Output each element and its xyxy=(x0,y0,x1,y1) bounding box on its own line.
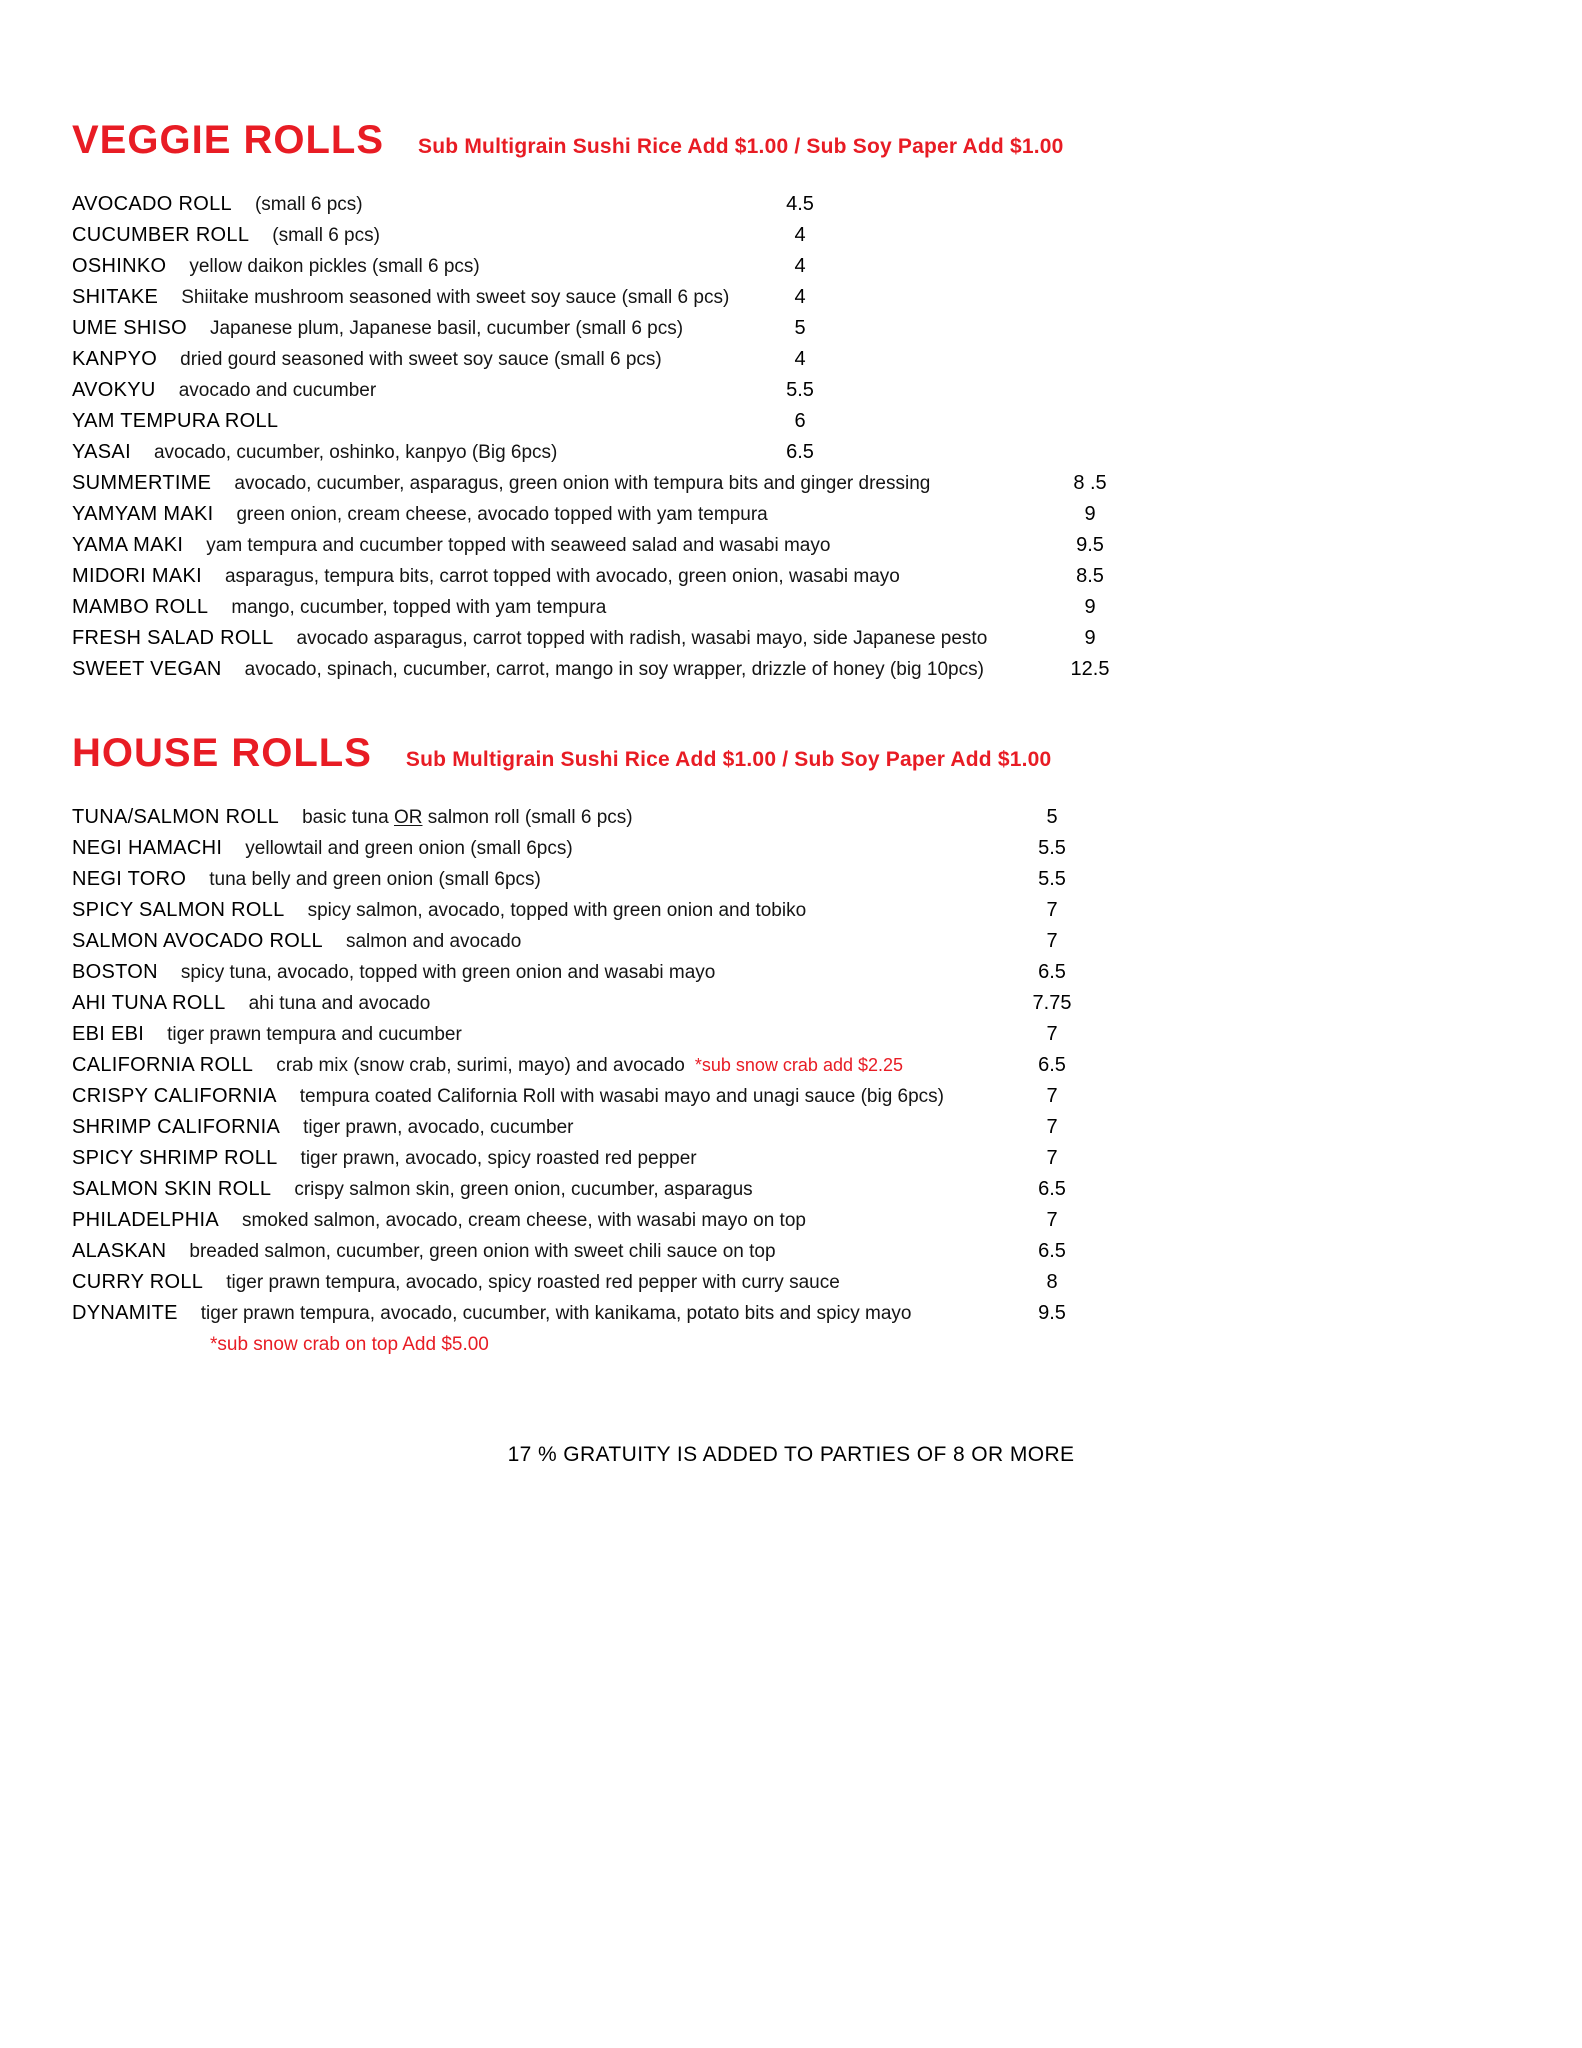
item-price: 4 xyxy=(794,255,806,277)
menu-item-row xyxy=(72,1050,1510,1081)
item-description: Japanese plum, Japanese basil, cucumber (small 6 pcs) xyxy=(209,318,684,339)
item-name: FRESH SALAD ROLL xyxy=(72,627,274,649)
item-name: AVOKYU xyxy=(72,379,156,401)
menu-item-row xyxy=(72,530,1510,561)
section-title: HOUSE ROLLS xyxy=(72,731,372,775)
item-description: ahi tuna and avocado xyxy=(248,993,431,1014)
item-name: NEGI TORO xyxy=(72,868,187,890)
item-description: yellowtail and green onion (small 6pcs) xyxy=(245,838,573,859)
item-price: 7.75 xyxy=(1032,992,1072,1014)
section-subtitle: Sub Multigrain Sushi Rice Add $1.00 / Sub Soy Paper Add $1.00 xyxy=(418,135,1064,158)
item-description: avocado, cucumber, asparagus, green onion with tempura bits and ginger dressing xyxy=(234,473,931,494)
menu-item-row xyxy=(72,1019,1510,1050)
item-price: 4 xyxy=(794,286,806,308)
item-description: yellow daikon pickles (small 6 pcs) xyxy=(189,256,480,277)
item-description: basic tuna OR salmon roll (small 6 pcs) xyxy=(302,807,633,828)
item-name: YAMA MAKI xyxy=(72,534,184,556)
section-title: VEGGIE ROLLS xyxy=(72,118,385,162)
menu-item-row xyxy=(72,654,1510,685)
gratuity-note: 17 % GRATUITY IS ADDED TO PARTIES OF 8 OR MORE xyxy=(507,1443,1075,1466)
item-name: ALASKAN xyxy=(72,1240,167,1262)
menu-item-row xyxy=(72,864,1510,895)
menu-item-row xyxy=(72,499,1510,530)
item-name: BOSTON xyxy=(72,961,158,983)
item-price: 8.5 xyxy=(1076,565,1104,587)
item-name: MAMBO ROLL xyxy=(72,596,209,618)
section-house-rolls xyxy=(72,731,1510,1360)
item-description: spicy salmon, avocado, topped with green onion and tobiko xyxy=(307,900,807,921)
item-price: 6 xyxy=(794,410,806,432)
menu-item-row xyxy=(72,375,1510,406)
item-price: 7 xyxy=(1046,930,1058,952)
item-name: AVOCADO ROLL xyxy=(72,193,232,215)
item-price: 4 xyxy=(794,224,806,246)
item-price: 5.5 xyxy=(786,379,814,401)
item-description: smoked salmon, avocado, cream cheese, with wasabi mayo on top xyxy=(242,1210,806,1231)
item-price: 5.5 xyxy=(1038,837,1066,859)
item-description: (small 6 pcs) xyxy=(254,194,363,215)
item-description: spicy tuna, avocado, topped with green onion and wasabi mayo xyxy=(180,962,716,983)
menu-item-row xyxy=(72,406,1510,437)
item-description: Shiitake mushroom seasoned with sweet soy sauce (small 6 pcs) xyxy=(181,287,730,308)
menu-item-row xyxy=(72,1081,1510,1112)
item-description: breaded salmon, cucumber, green onion with sweet chili sauce on top xyxy=(189,1241,776,1262)
item-description: avocado asparagus, carrot topped with radish, wasabi mayo, side Japanese pesto xyxy=(296,628,988,649)
item-price: 12.5 xyxy=(1070,658,1110,680)
item-description: dried gourd seasoned with sweet soy sauce (small 6 pcs) xyxy=(180,349,662,370)
menu-item-row xyxy=(72,561,1510,592)
item-price: 8 .5 xyxy=(1073,472,1107,494)
item-note: *sub snow crab add $2.25 xyxy=(694,1055,904,1075)
menu-items-list xyxy=(72,802,1510,1360)
item-price: 6.5 xyxy=(1038,1240,1066,1262)
section-header xyxy=(72,118,1510,163)
item-name: UME SHISO xyxy=(72,317,187,339)
menu-item-row xyxy=(72,895,1510,926)
section-veggie-rolls xyxy=(72,118,1510,685)
item-price: 9 xyxy=(1084,596,1096,618)
item-name: YAM TEMPURA ROLL xyxy=(72,410,279,432)
item-name: CURRY ROLL xyxy=(72,1271,204,1293)
item-name: CRISPY CALIFORNIA xyxy=(72,1085,277,1107)
item-description: yam tempura and cucumber topped with seaweed salad and wasabi mayo xyxy=(206,535,831,556)
item-price: 7 xyxy=(1046,1209,1058,1231)
menu-item-row xyxy=(72,344,1510,375)
item-description: tiger prawn, avocado, spicy roasted red pepper xyxy=(300,1148,697,1169)
item-name: CALIFORNIA ROLL xyxy=(72,1054,254,1076)
item-price: 5 xyxy=(1046,806,1058,828)
item-description: tempura coated California Roll with wasabi mayo and unagi sauce (big 6pcs) xyxy=(299,1086,945,1107)
menu-item-row xyxy=(72,957,1510,988)
item-name: TUNA/SALMON ROLL xyxy=(72,806,280,828)
menu-items-list xyxy=(72,189,1510,685)
menu-item-row xyxy=(72,1174,1510,1205)
item-name: CUCUMBER ROLL xyxy=(72,224,250,246)
item-name: KANPYO xyxy=(72,348,158,370)
item-price: 6.5 xyxy=(1038,961,1066,983)
item-price: 9.5 xyxy=(1038,1302,1066,1324)
item-price: 4 xyxy=(794,348,806,370)
item-name: SALMON AVOCADO ROLL xyxy=(72,930,323,952)
item-description: avocado, spinach, cucumber, carrot, mango in soy wrapper, drizzle of honey (big 10pcs) xyxy=(244,659,984,680)
item-name: SPICY SALMON ROLL xyxy=(72,899,285,921)
item-note: *sub snow crab on top Add $5.00 xyxy=(210,1334,489,1355)
menu-item-row xyxy=(72,623,1510,654)
item-price: 7 xyxy=(1046,899,1058,921)
item-price: 7 xyxy=(1046,1085,1058,1107)
item-name: MIDORI MAKI xyxy=(72,565,202,587)
menu-item-row xyxy=(72,313,1510,344)
menu-item-row xyxy=(72,282,1510,313)
item-description: tiger prawn tempura, avocado, cucumber, with kanikama, potato bits and spicy mayo xyxy=(200,1303,912,1324)
item-price: 4.5 xyxy=(786,193,814,215)
menu-item-row xyxy=(72,1143,1510,1174)
item-price: 6.5 xyxy=(1038,1054,1066,1076)
item-description: crispy salmon skin, green onion, cucumber, asparagus xyxy=(294,1179,753,1200)
item-price: 6.5 xyxy=(1038,1178,1066,1200)
item-name: SHITAKE xyxy=(72,286,159,308)
menu-item-row xyxy=(72,251,1510,282)
item-name: PHILADELPHIA xyxy=(72,1209,219,1231)
item-price: 5.5 xyxy=(1038,868,1066,890)
item-description: mango, cucumber, topped with yam tempura xyxy=(231,597,607,618)
menu-item-row xyxy=(72,592,1510,623)
item-description: avocado, cucumber, oshinko, kanpyo (Big 6pcs) xyxy=(153,442,558,463)
item-description: tiger prawn tempura, avocado, spicy roasted red pepper with curry sauce xyxy=(226,1272,840,1293)
item-price: 7 xyxy=(1046,1116,1058,1138)
menu-item-row xyxy=(72,437,1510,468)
item-description: asparagus, tempura bits, carrot topped with avocado, green onion, wasabi mayo xyxy=(224,566,900,587)
item-price: 6.5 xyxy=(786,441,814,463)
item-name: SUMMERTIME xyxy=(72,472,212,494)
menu-item-row xyxy=(72,1205,1510,1236)
item-name: OSHINKO xyxy=(72,255,167,277)
item-price: 7 xyxy=(1046,1023,1058,1045)
menu-item-row xyxy=(72,833,1510,864)
item-description: salmon and avocado xyxy=(345,931,522,952)
item-price: 8 xyxy=(1046,1271,1058,1293)
item-description: tiger prawn, avocado, cucumber xyxy=(303,1117,574,1138)
item-name: YAMYAM MAKI xyxy=(72,503,214,525)
menu-item-row xyxy=(72,1298,1510,1329)
item-description: tiger prawn tempura and cucumber xyxy=(167,1024,462,1045)
item-price: 9 xyxy=(1084,503,1096,525)
item-description: crab mix (snow crab, surimi, mayo) and avocado xyxy=(276,1055,685,1076)
item-name: SPICY SHRIMP ROLL xyxy=(72,1147,278,1169)
menu-item-row xyxy=(72,802,1510,833)
item-name: DYNAMITE xyxy=(72,1302,178,1324)
item-name: SWEET VEGAN xyxy=(72,658,222,680)
menu-item-row xyxy=(72,189,1510,220)
menu-item-row xyxy=(72,926,1510,957)
item-price: 5 xyxy=(794,317,806,339)
item-description: avocado and cucumber xyxy=(178,380,377,401)
item-price: 7 xyxy=(1046,1147,1058,1169)
menu-item-row xyxy=(72,1267,1510,1298)
item-name: SHRIMP CALIFORNIA xyxy=(72,1116,281,1138)
menu-item-row xyxy=(72,1112,1510,1143)
item-description: green onion, cream cheese, avocado topped with yam tempura xyxy=(236,504,768,525)
menu-item-row xyxy=(72,220,1510,251)
item-price: 9 xyxy=(1084,627,1096,649)
item-name: SALMON SKIN ROLL xyxy=(72,1178,272,1200)
item-price: 9.5 xyxy=(1076,534,1104,556)
item-name: NEGI HAMACHI xyxy=(72,837,223,859)
item-description: (small 6 pcs) xyxy=(272,225,380,246)
item-description: tuna belly and green onion (small 6pcs) xyxy=(209,869,541,890)
section-subtitle: Sub Multigrain Sushi Rice Add $1.00 / Sub Soy Paper Add $1.00 xyxy=(405,748,1052,771)
item-name: AHI TUNA ROLL xyxy=(72,992,226,1014)
item-name: YASAI xyxy=(72,441,131,463)
item-name: EBI EBI xyxy=(72,1023,145,1045)
section-header xyxy=(72,731,1510,776)
menu-item-row xyxy=(72,988,1510,1019)
menu-item-row xyxy=(72,1236,1510,1267)
menu-item-row xyxy=(72,468,1510,499)
